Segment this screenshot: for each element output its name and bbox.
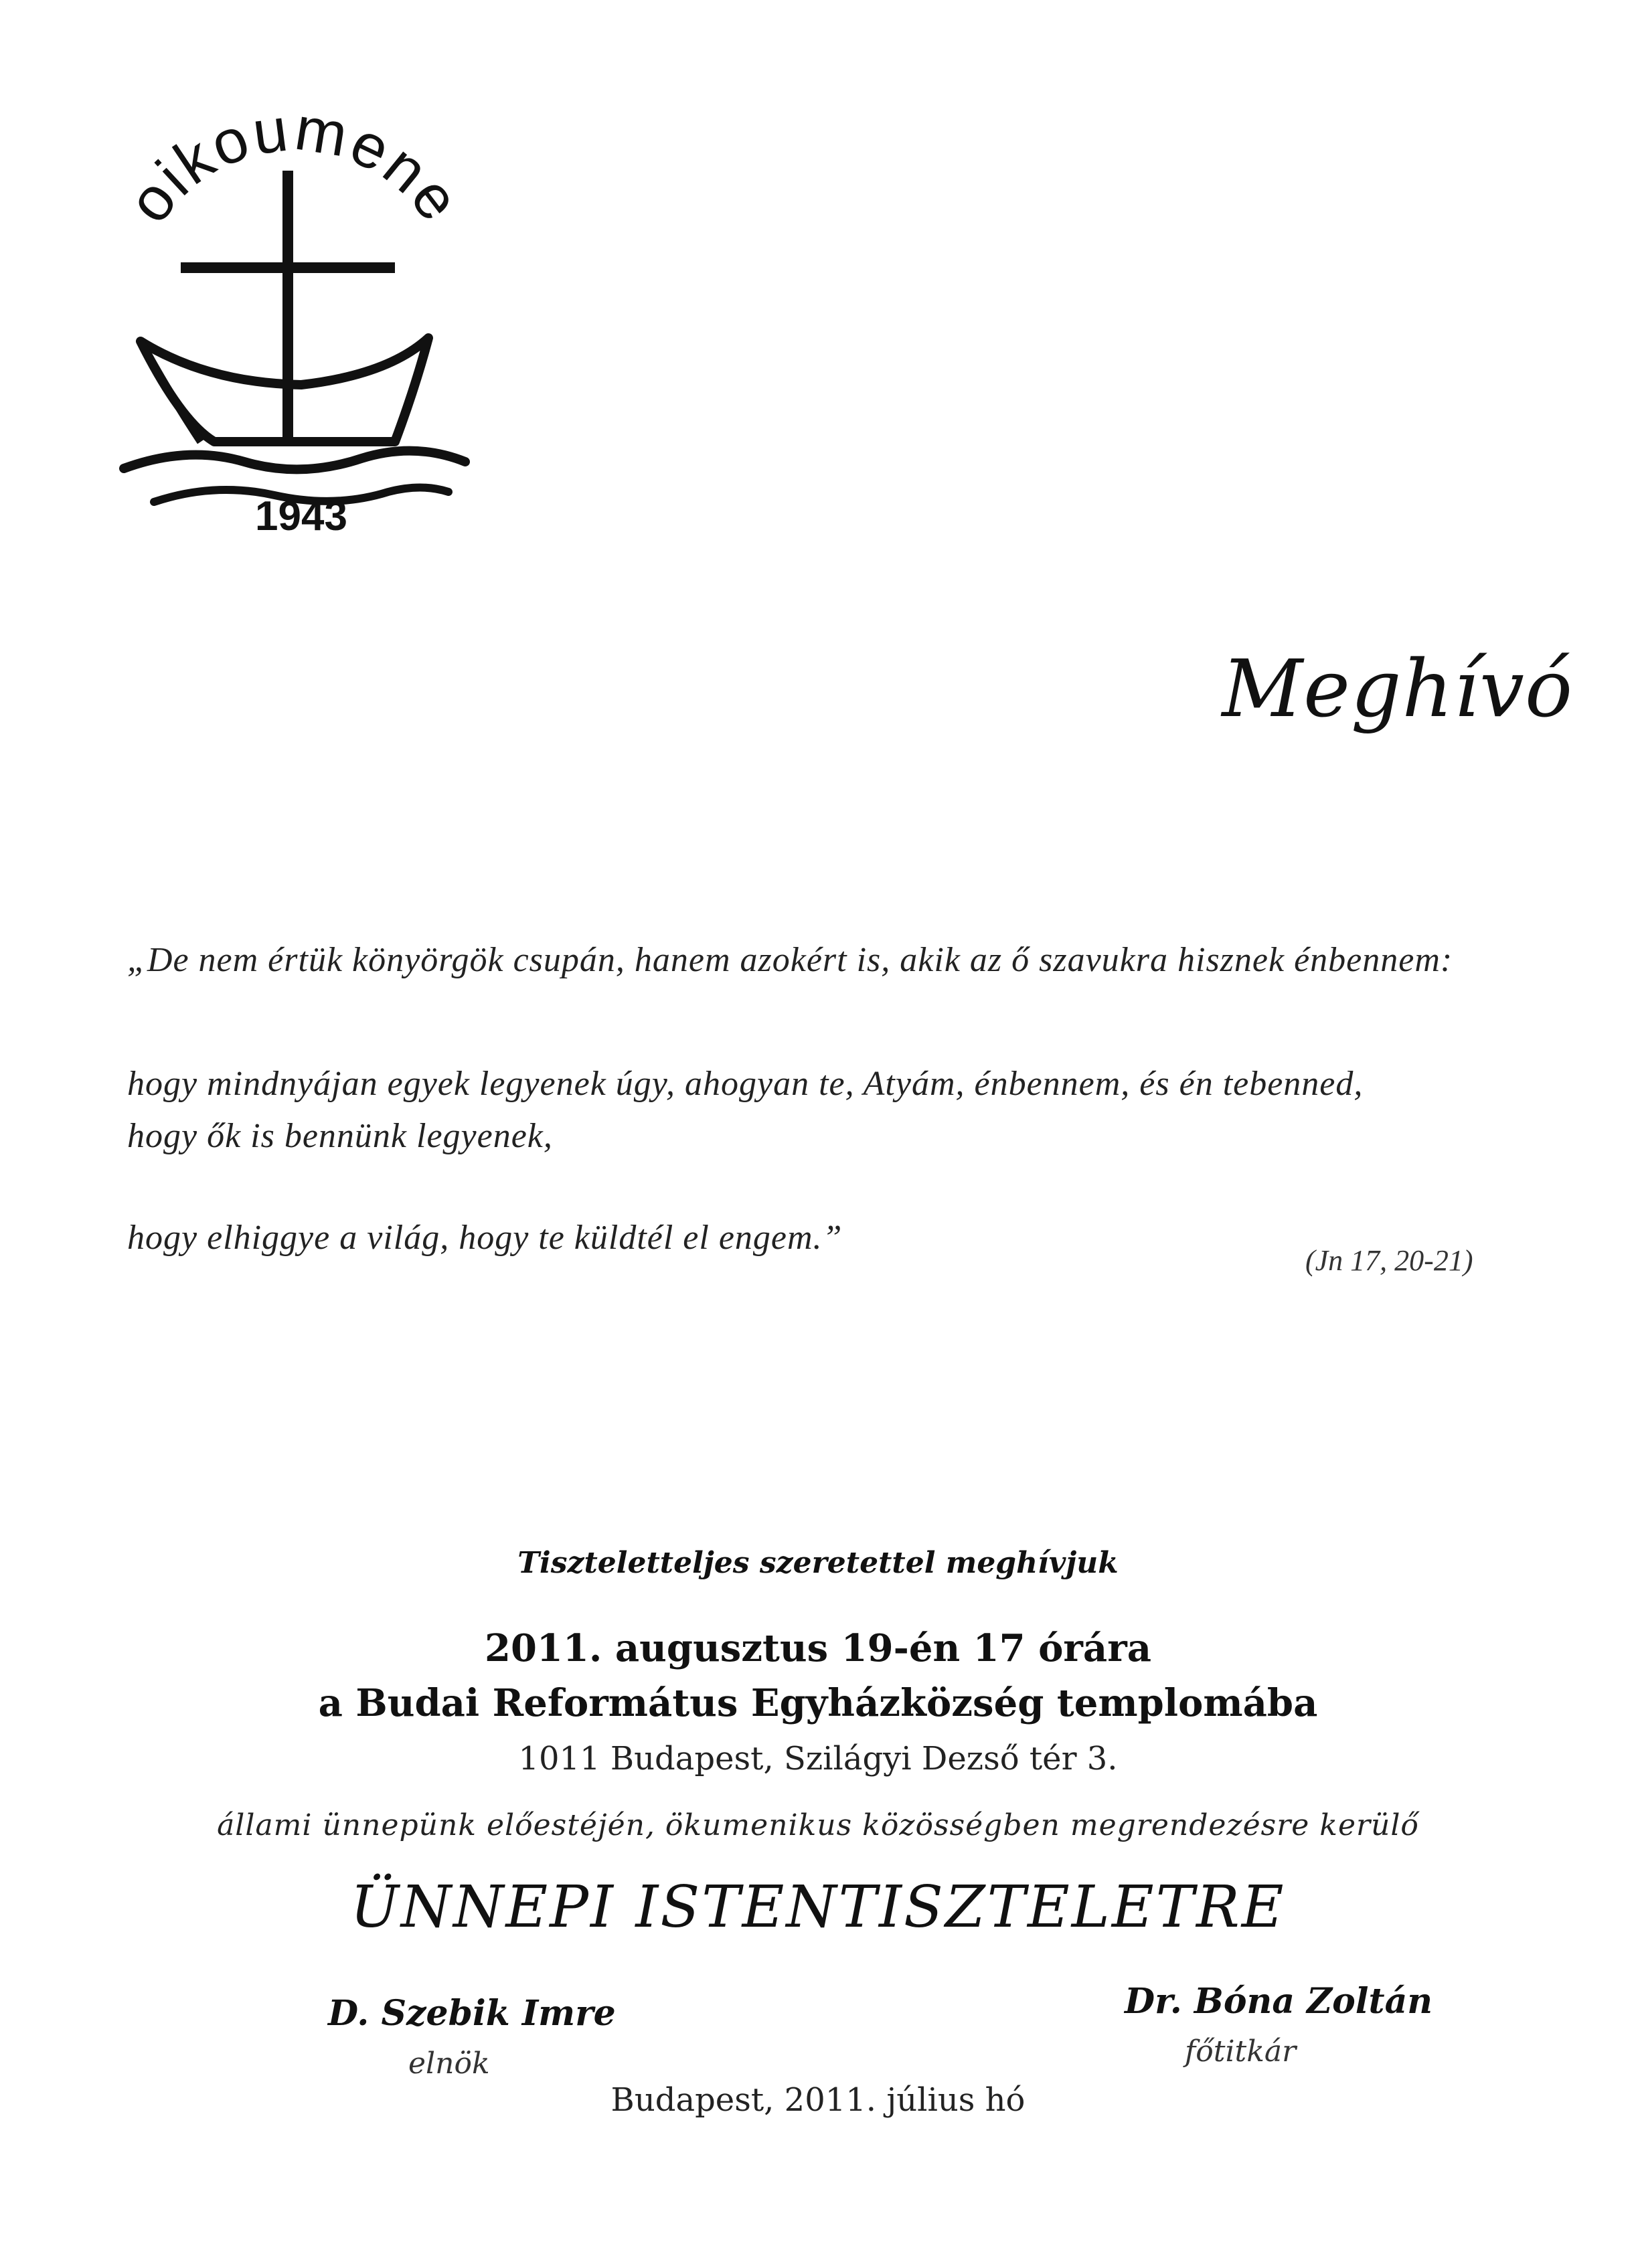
ship-cross-emblem-icon: [100, 107, 489, 535]
signatory-1-role: elnök: [408, 2046, 490, 2081]
place-date: Budapest, 2011. július hó: [610, 2081, 1026, 2119]
invitation-venue: a Budai Református Egyházközség templomába: [318, 1681, 1318, 1725]
logo-year: 1943: [255, 493, 347, 535]
signatory-1-name: D. Szebik Imre: [328, 1993, 616, 2034]
signatory-2-name: Dr. Bóna Zoltán: [1125, 1981, 1433, 2022]
invitation-occasion: állami ünnepünk előestéjén, ökumenikus közösségben megrendezésre kerülő: [217, 1808, 1419, 1842]
event-title: ÜNNEPI ISTENTISZTELETRE: [350, 1874, 1286, 1941]
quote-line-2: hogy mindnyájan egyek legyenek úgy, ahogyan te, Atyám, énbennem, és én tebenned,: [127, 1065, 1364, 1103]
invitation-date-time: 2011. augusztus 19-én 17 órára: [484, 1626, 1152, 1670]
invitation-address: 1011 Budapest, Szilágyi Dezső tér 3.: [518, 1740, 1118, 1777]
quote-line-1: „De nem értük könyörgök csupán, hanem azokért is, akik az ő szavukra hisznek énbennem:: [127, 941, 1453, 979]
document-title: Meghívó: [1222, 642, 1573, 735]
quote-reference: (Jn 17, 20-21): [1305, 1244, 1473, 1277]
oikoumene-logo: [100, 107, 489, 535]
invitation-lead: Tiszteletteljes szeretettel meghívjuk: [517, 1546, 1119, 1580]
signatory-2-role: főtitkár: [1185, 2034, 1297, 2069]
quote-line-4: hogy elhiggye a világ, hogy te küldtél el engem.”: [127, 1219, 843, 1257]
logo-wordmark: oikoumene: [114, 107, 475, 236]
quote-line-3: hogy ők is bennünk legyenek,: [127, 1117, 553, 1155]
